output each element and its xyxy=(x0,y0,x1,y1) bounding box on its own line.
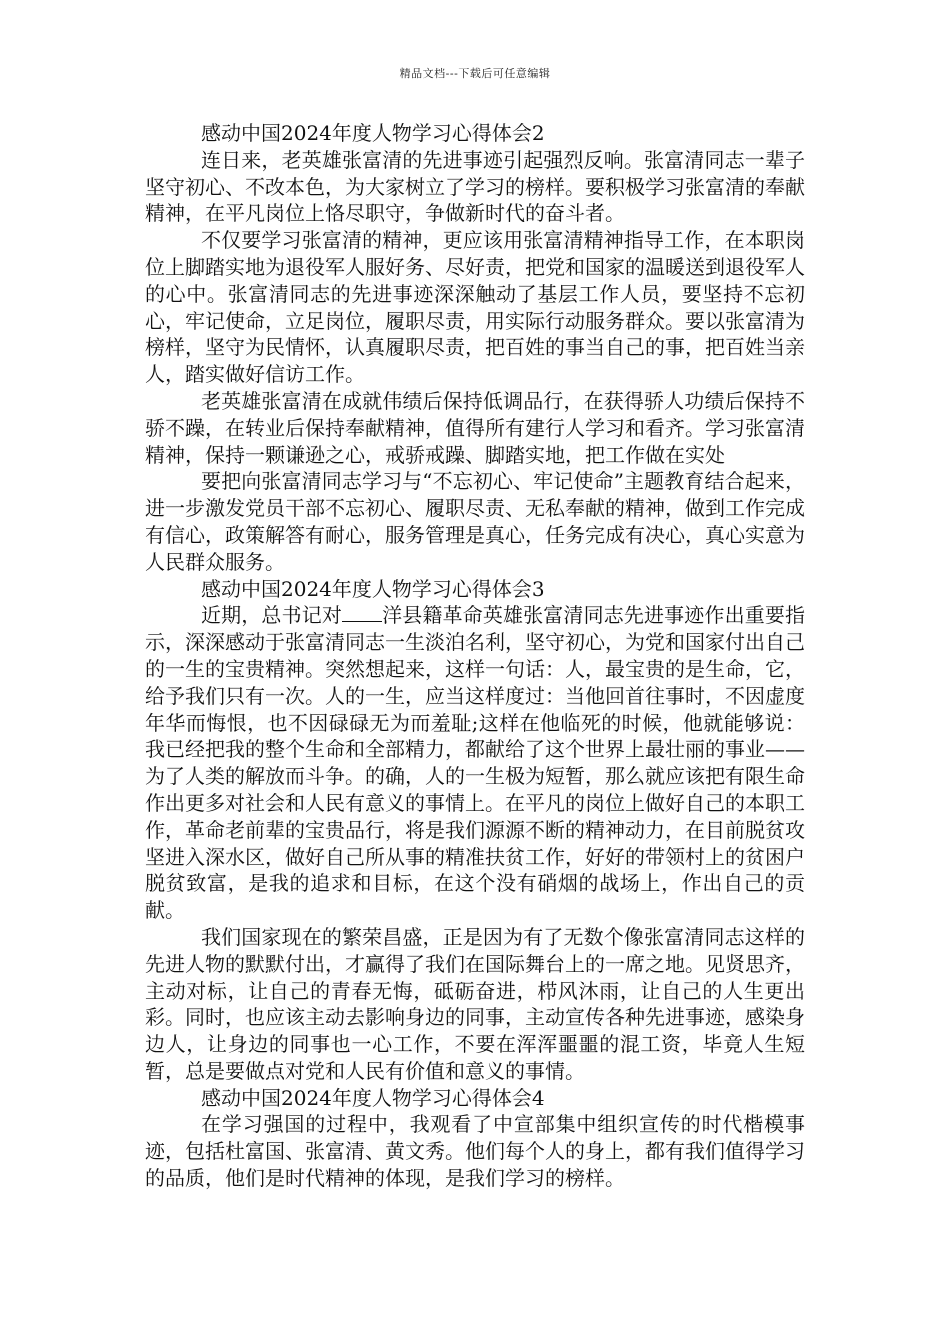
paragraph-rest: 洋县籍革命英雄张富清同志先进事迹作出重要指示，深深感动于张富清同志一生淡泊名利，坚守初心，为党和国家付出自己的一生的宝贵精神。突然想起来，这样一句话：人，最宝贵的是生命，它，给予我们只有一次。人的一生，应当这样度过：当他回首往事时，不因虚度年华而悔恨，也不因碌碌无为而羞耻;这样在他临死的时候，他就能够说：我已经把我的整个生命和全部精力，都献给了这个世界上最壮丽的事业——为了人类的解放而斗争。的确，人的一生极为短暂，那么就应该把有限生命作出更多对社会和人民有意义的事情上。在平凡的岗位上做好自己的本职工作，革命老前辈的宝贵品行，将是我们源源不断的精神动力，在目前脱贫攻坚进入深水区，做好自己所从事的精准扶贫工作，好好的带领村上的贫困户脱贫致富，是我的追求和目标，在这个没有硝烟的战场上，作出自己的贡献。 xyxy=(145,603,805,923)
document-body xyxy=(145,120,805,1192)
section-title: 感动中国2024年度人物学习心得体会2 xyxy=(201,121,545,145)
section-title: 感动中国2024年度人物学习心得体会4 xyxy=(201,1085,545,1110)
paragraph: 我们国家现在的繁荣昌盛，正是因为有了无数个像张富清同志这样的先进人物的默默付出，才赢得了我们在国际舞台上的一席之地。见贤思齐，主动对标，让自己的青春无悔，砥砺奋进，栉风沐雨，让自己的人生更出彩。同时，也应该主动去影响身边的同事，主动宣传各种先进事迹，感染身边人，让身边的同事也一心工作，不要在浑浑噩噩的混工资，毕竟人生短暂，总是要做点对党和人民有价值和意义的事情。 xyxy=(145,924,805,1083)
paragraph xyxy=(145,602,805,924)
blank-underline xyxy=(342,603,382,622)
paragraph: 不仅要学习张富清的精神，更应该用张富清精神指导工作，在本职岗位上脚踏实地为退役军人服好务、尽好责，把党和国家的温暖送到退役军人的心中。张富清同志的先进事迹深深触动了基层工作人员，要坚持不忘初心，牢记使命，立足岗位，履职尽责，用实际行动服务群众。要以张富清为榜样，坚守为民情怀，认真履职尽责，把百姓的事当自己的事，把百姓当亲人，踏实做好信访工作。 xyxy=(145,228,805,387)
paragraph: 连日来，老英雄张富清的先进事迹引起强烈反响。张富清同志一辈子坚守初心、不改本色，为大家树立了学习的榜样。要积极学习张富清的奉献精神，在平凡岗位上恪尽职守，争做新时代的奋斗者。 xyxy=(145,147,805,226)
paragraph: 老英雄张富清在成就伟绩后保持低调品行，在获得骄人功绩后保持不骄不躁，在转业后保持奉献精神，值得所有建行人学习和看齐。学习张富清精神，保持一颗谦逊之心，戒骄戒躁、脚踏实地，把工作做在实处 xyxy=(145,388,805,467)
paragraph-lead: 近期，总书记对 xyxy=(201,603,342,628)
section-title: 感动中国2024年度人物学习心得体会3 xyxy=(201,576,545,601)
paragraph: 要把向张富清同志学习与“不忘初心、牢记使命”主题教育结合起来，进一步激发党员干部不忘初心、履职尽责、无私奉献的精神，做到工作完成有信心，政策解答有耐心，服务管理是真心，任务完成有决心，真心实意为人民群众服务。 xyxy=(145,469,805,574)
paragraph: 在学习强国的过程中，我观看了中宣部集中组织宣传的时代楷模事迹，包括杜富国、张富清、黄文秀。他们每个人的身上，都有我们值得学习的品质，他们是时代精神的体现，是我们学习的榜样。 xyxy=(145,1112,805,1191)
page-header: 精品文档---下载后可任意编辑 xyxy=(399,67,551,80)
